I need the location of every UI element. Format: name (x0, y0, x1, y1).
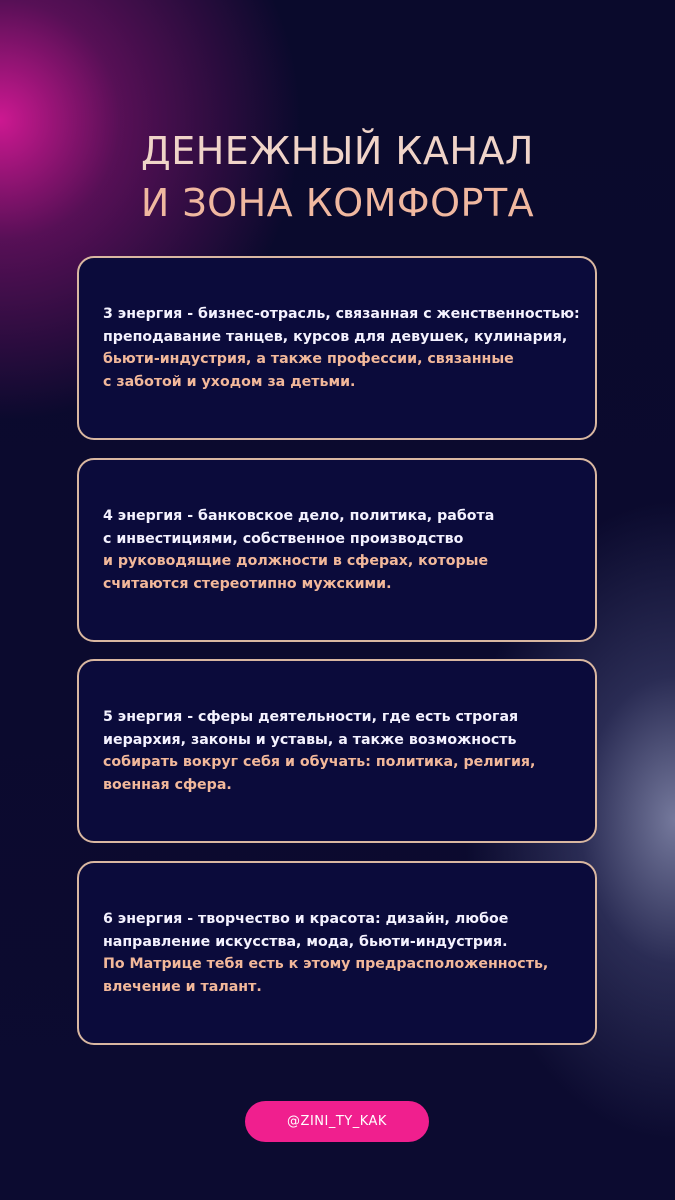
card-line: преподавание танцев, курсов для девушек, кулинария, (103, 328, 568, 345)
title-line-2: И ЗОНА КОМФОРТА (140, 181, 535, 226)
card-line: направление искусства, мода, бьюти-индустрия. (103, 933, 508, 950)
card-line: 6 энергия - творчество и красота: дизайн, любое (103, 911, 509, 927)
page-title (0, 125, 675, 229)
energy-card-text (103, 505, 494, 595)
energy-card-6 (77, 861, 597, 1045)
title-line-1: ДЕНЕЖНЫЙ КАНАЛ (141, 129, 534, 174)
card-line: военная сфера. (103, 776, 232, 793)
energy-card-5 (77, 659, 597, 843)
handle-button[interactable]: @ZINI_TY_KAK (245, 1101, 429, 1142)
energy-card-text (103, 908, 548, 998)
card-line: По Матрице тебя есть к этому предрасположенность, (103, 956, 549, 972)
card-line: 5 энергия - сферы деятельности, где есть строгая (103, 709, 519, 725)
energy-card-3 (77, 256, 597, 440)
card-line: иерархия, законы и уставы, а также возможность (103, 731, 517, 748)
card-line: собирать вокруг себя и обучать: политика, религия, (103, 754, 536, 770)
card-line: 3 энергия - бизнес-отрасль, связанная с женственностью: (103, 306, 580, 322)
card-line: с заботой и уходом за детьми. (103, 373, 356, 390)
energy-card-text (103, 706, 535, 796)
energy-card-text (103, 303, 580, 393)
energy-card-4 (77, 458, 597, 642)
card-line: и руководящие должности в сферах, которые (103, 553, 489, 569)
card-line: 4 энергия - банковское дело, политика, работа (103, 508, 495, 524)
card-line: бьюти-индустрия, а также профессии, связанные (103, 351, 514, 367)
card-line: влечение и талант. (103, 978, 262, 995)
card-line: считаются стереотипно мужскими. (103, 575, 392, 592)
card-line: с инвестициями, собственное производство (103, 530, 464, 547)
